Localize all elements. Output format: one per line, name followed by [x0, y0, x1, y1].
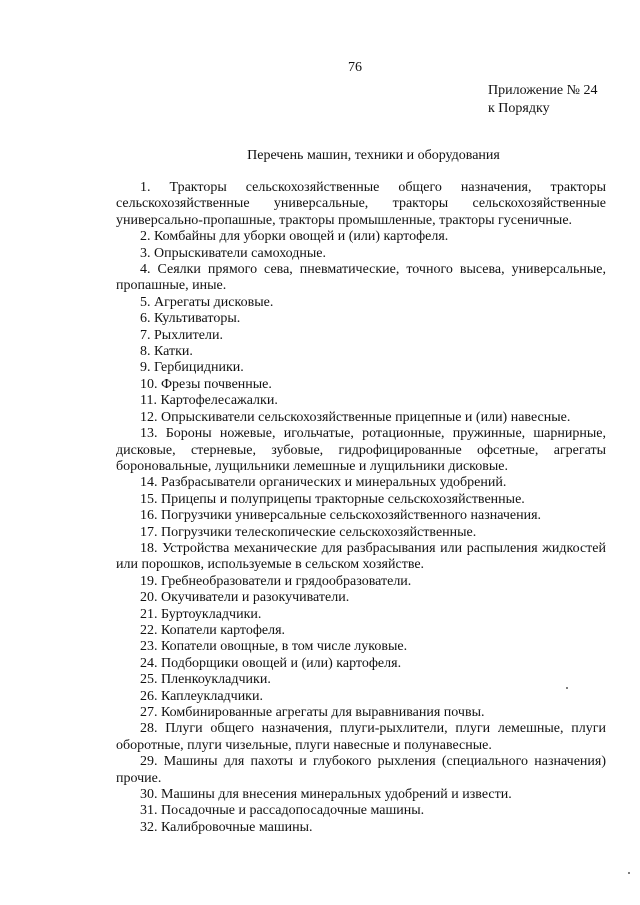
list-item: 20. Окучиватели и разокучиватели. — [140, 590, 350, 606]
list-item: 11. Картофелесажалки. — [140, 393, 278, 409]
list-item: 23. Копатели овощные, в том числе луковые. — [140, 639, 408, 655]
list-item: 1. Тракторы сельскохозяйственные общего назначения, тракторы сельскохозяйственные универсальные, тракторы сельскохозяйственные универсально-пропашные, тракторы промышленные, тракторы гусеничные. — [116, 180, 606, 228]
list-item: 15. Прицепы и полуприцепы тракторные сельскохозяйственные. — [140, 491, 525, 507]
list-item: 19. Гребнеобразователи и грядообразователи. — [140, 573, 412, 589]
list-item: 10. Фрезы почвенные. — [140, 376, 272, 392]
list-item: 30. Машины для внесения минеральных удобрений и извести. — [140, 787, 512, 803]
document-title: Перечень машин, техники и оборудования — [247, 148, 500, 163]
list-item: 8. Катки. — [140, 344, 193, 360]
list-item: 32. Калибровочные машины. — [140, 819, 313, 835]
list-item: 13. Бороны ножевые, игольчатые, ротационные, пружинные, шарнирные, дисковые, стерневые, зубовые, гидрофицированные офсетные, агрегаты бороновальные, лущильники лемешные и лущильники дисковые. — [116, 426, 606, 474]
list-item: 16. Погрузчики универсальные сельскохозяйственного назначения. — [140, 508, 542, 524]
list-item: 22. Копатели картофеля. — [140, 622, 286, 638]
list-item: 2. Комбайны для уборки овощей и (или) картофеля. — [140, 229, 449, 245]
scan-speck — [566, 687, 568, 689]
list-item: 26. Каплеукладчики. — [140, 688, 263, 704]
list-item: 7. Рыхлители. — [140, 327, 223, 343]
list-item: 9. Гербицидники. — [140, 360, 244, 376]
list-item: 18. Устройства механические для разбрасывания или распыления жидкостей или порошков, используемые в сельском хозяйстве. — [116, 540, 606, 573]
list-item: 4. Сеялки прямого сева, пневматические, точного высева, универсальные, пропашные, иные. — [116, 262, 606, 294]
page-number: 76 — [348, 60, 362, 75]
list-item: 28. Плуги общего назначения, плуги-рыхлители, плуги лемешные, плуги оборотные, плуги чизельные, плуги навесные и полунавесные. — [116, 721, 606, 753]
list-item: 5. Агрегаты дисковые. — [140, 294, 274, 310]
machinery-list — [116, 180, 606, 836]
list-item: 12. Опрыскиватели сельскохозяйственные прицепные и (или) навесные. — [140, 409, 571, 425]
annex-number: Приложение № 24 — [488, 83, 598, 98]
list-item: 27. Комбинированные агрегаты для выравнивания почвы. — [140, 705, 485, 720]
list-item: 31. Посадочные и рассадопосадочные машины. — [140, 803, 425, 819]
list-item: 21. Буртоукладчики. — [140, 606, 262, 622]
list-item: 6. Культиваторы. — [140, 311, 241, 327]
annex-reference: к Порядку — [488, 101, 550, 116]
list-item: 29. Машины для пахоты и глубокого рыхления (специального назначения) прочие. — [116, 754, 606, 786]
list-item: 14. Разбрасыватели органических и минеральных удобрений. — [140, 475, 507, 491]
list-item: 24. Подборщики овощей и (или) картофеля. — [140, 655, 402, 671]
list-item: 25. Пленкоукладчики. — [140, 672, 271, 688]
list-item: 17. Погрузчики телескопические сельскохозяйственные. — [140, 524, 477, 540]
list-item: 3. Опрыскиватели самоходные. — [140, 245, 327, 261]
annex-header — [488, 82, 598, 118]
scan-speck — [628, 872, 630, 874]
